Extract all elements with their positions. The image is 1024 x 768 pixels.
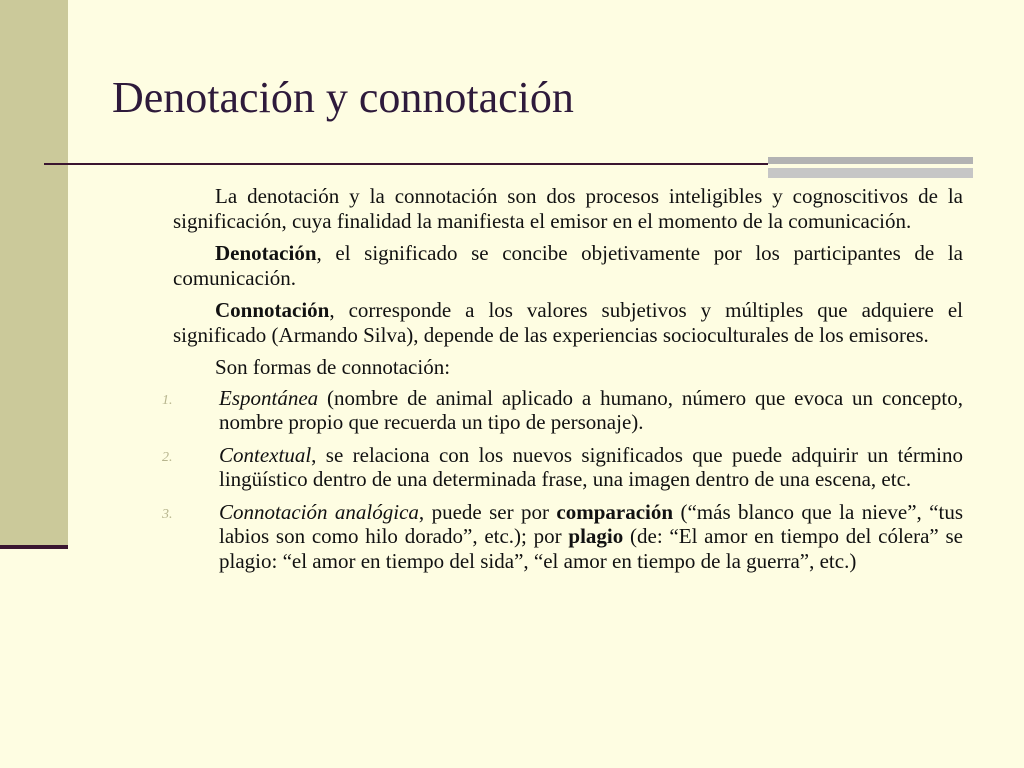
list-number: 2.	[162, 449, 173, 465]
left-decorative-band	[0, 0, 68, 545]
denotacion-definition: , el significado se concibe objetivamente por los participantes de la comunicación.	[173, 241, 963, 290]
denotacion-term: Denotación	[215, 241, 317, 265]
comparacion-term: comparación	[556, 499, 674, 524]
plagio-term: plagio	[568, 524, 624, 548]
left-band-bottom-rule	[0, 545, 68, 549]
list-term: Espontánea	[219, 385, 319, 410]
list-item-espontanea	[162, 385, 963, 435]
list-number: 1.	[162, 392, 173, 408]
list-text: , puede ser por	[418, 499, 557, 524]
list-item-analogica	[162, 499, 964, 574]
slide-body	[162, 184, 964, 581]
list-number: 3.	[162, 506, 173, 522]
list-text: (de: “El amor en tiempo del cólera” se plagio: “el amor en tiempo del sida”, “el amor en tiempo de la guerra”, etc.)	[219, 524, 964, 573]
list-text: (nombre de animal aplicado a humano, número que evoca un concepto, nombre propio que recuerda un tipo de personaje).	[219, 385, 963, 434]
connotacion-definition: , corresponde a los valores subjetivos y múltiples que adquiere el significado (Armando Silva), depende de las experiencias socioculturales de los emisores.	[173, 298, 963, 347]
denotacion-paragraph	[173, 241, 963, 290]
list-item-contextual	[162, 442, 963, 492]
list-text: , se relaciona con los nuevos significados que puede adquirir un término lingüístico dentro de una determinada frase, una imagen dentro de una escena, etc.	[219, 442, 963, 491]
connotation-forms-list	[162, 385, 964, 574]
connotacion-term: Connotación	[215, 298, 330, 322]
forms-heading: Son formas de connotación:	[215, 355, 451, 379]
list-term: Contextual	[219, 442, 312, 467]
list-text: (“más blanco que la nieve”, “tus labios son como hilo dorado”, etc.); por	[219, 499, 964, 548]
list-term: Connotación analógica	[219, 499, 419, 524]
intro-paragraph: La denotación y la connotación son dos procesos inteligibles y cognoscitivos de la significación, cuya finalidad la manifiesta el emisor en el momento de la comunicación.	[173, 184, 963, 233]
slide-title: Denotación y connotación	[112, 73, 574, 122]
connotacion-paragraph	[173, 298, 963, 347]
decorative-gray-bar	[768, 157, 973, 178]
